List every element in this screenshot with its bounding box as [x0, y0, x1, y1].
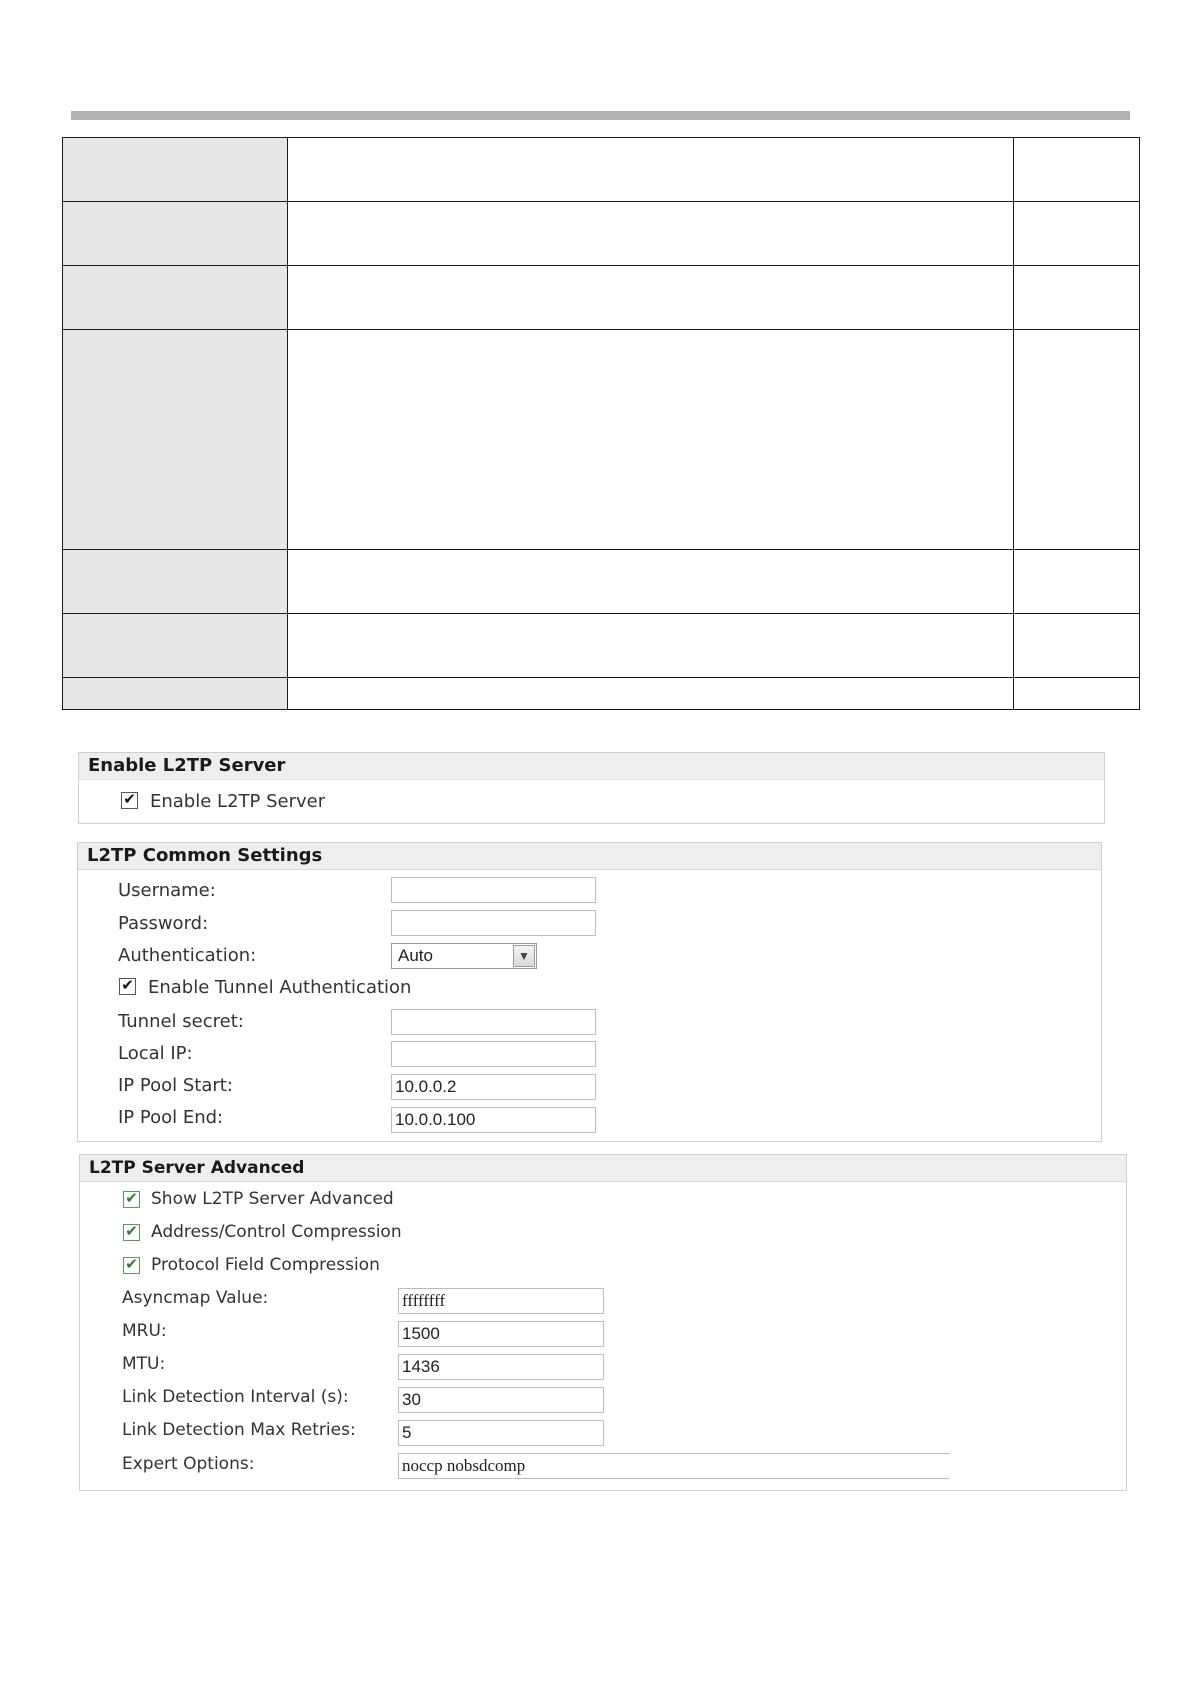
- mru-field[interactable]: 1500: [398, 1321, 604, 1347]
- username-field[interactable]: [391, 877, 596, 903]
- expert-options-label: Expert Options:: [122, 1454, 255, 1474]
- asyncmap-label: Asyncmap Value:: [122, 1288, 269, 1308]
- authentication-select[interactable]: [391, 943, 537, 969]
- password-field[interactable]: [391, 910, 596, 936]
- table-row: [63, 330, 1140, 550]
- header-rule: [71, 111, 1130, 120]
- addr-ctrl-compression-checkbox[interactable]: ✔: [123, 1224, 140, 1241]
- local-ip-label: Local IP:: [118, 1043, 193, 1064]
- panel-title: L2TP Common Settings: [78, 843, 1101, 870]
- link-detection-retries-label: Link Detection Max Retries:: [122, 1420, 356, 1440]
- table-row: [63, 614, 1140, 678]
- table-row: [63, 550, 1140, 614]
- tunnel-auth-label: Enable Tunnel Authentication: [148, 977, 412, 998]
- ip-pool-start-field[interactable]: 10.0.0.2: [391, 1074, 596, 1100]
- table-row: [63, 202, 1140, 266]
- username-label: Username:: [118, 880, 216, 901]
- mru-label: MRU:: [122, 1321, 167, 1341]
- tunnel-secret-field[interactable]: [391, 1009, 596, 1035]
- asyncmap-field[interactable]: ffffffff: [398, 1288, 604, 1314]
- authentication-value: Auto: [398, 946, 433, 965]
- table-row: [63, 138, 1140, 202]
- local-ip-field[interactable]: [391, 1041, 596, 1067]
- link-detection-interval-label: Link Detection Interval (s):: [122, 1387, 349, 1407]
- mtu-label: MTU:: [122, 1354, 166, 1374]
- panel-title: Enable L2TP Server: [79, 753, 1104, 780]
- show-advanced-label: Show L2TP Server Advanced: [151, 1189, 394, 1209]
- ip-pool-start-label: IP Pool Start:: [118, 1075, 233, 1096]
- l2tp-common-settings-panel: [77, 842, 1102, 1142]
- protocol-field-compression-label: Protocol Field Compression: [151, 1255, 380, 1275]
- mtu-field[interactable]: 1436: [398, 1354, 604, 1380]
- ip-pool-end-label: IP Pool End:: [118, 1107, 224, 1128]
- chevron-down-icon[interactable]: ▼: [513, 945, 535, 967]
- authentication-label: Authentication:: [118, 945, 257, 966]
- tunnel-auth-checkbox[interactable]: ✔: [119, 978, 136, 995]
- tunnel-secret-label: Tunnel secret:: [118, 1011, 244, 1032]
- link-detection-interval-field[interactable]: 30: [398, 1387, 604, 1413]
- password-label: Password:: [118, 913, 209, 934]
- expert-options-field[interactable]: noccp nobsdcomp: [398, 1453, 949, 1479]
- l2tp-server-advanced-panel: [79, 1154, 1127, 1491]
- enable-l2tp-label: Enable L2TP Server: [150, 791, 326, 812]
- enable-l2tp-checkbox[interactable]: ✔: [121, 792, 138, 809]
- panel-title: L2TP Server Advanced: [80, 1155, 1126, 1182]
- link-detection-retries-field[interactable]: 5: [398, 1420, 604, 1446]
- show-advanced-checkbox[interactable]: ✔: [123, 1191, 140, 1208]
- enable-l2tp-panel: [78, 752, 1105, 824]
- parameter-table: [62, 137, 1140, 710]
- table-row: [63, 678, 1140, 710]
- protocol-field-compression-checkbox[interactable]: ✔: [123, 1257, 140, 1274]
- ip-pool-end-field[interactable]: 10.0.0.100: [391, 1107, 596, 1133]
- addr-ctrl-compression-label: Address/Control Compression: [151, 1222, 402, 1242]
- table-row: [63, 266, 1140, 330]
